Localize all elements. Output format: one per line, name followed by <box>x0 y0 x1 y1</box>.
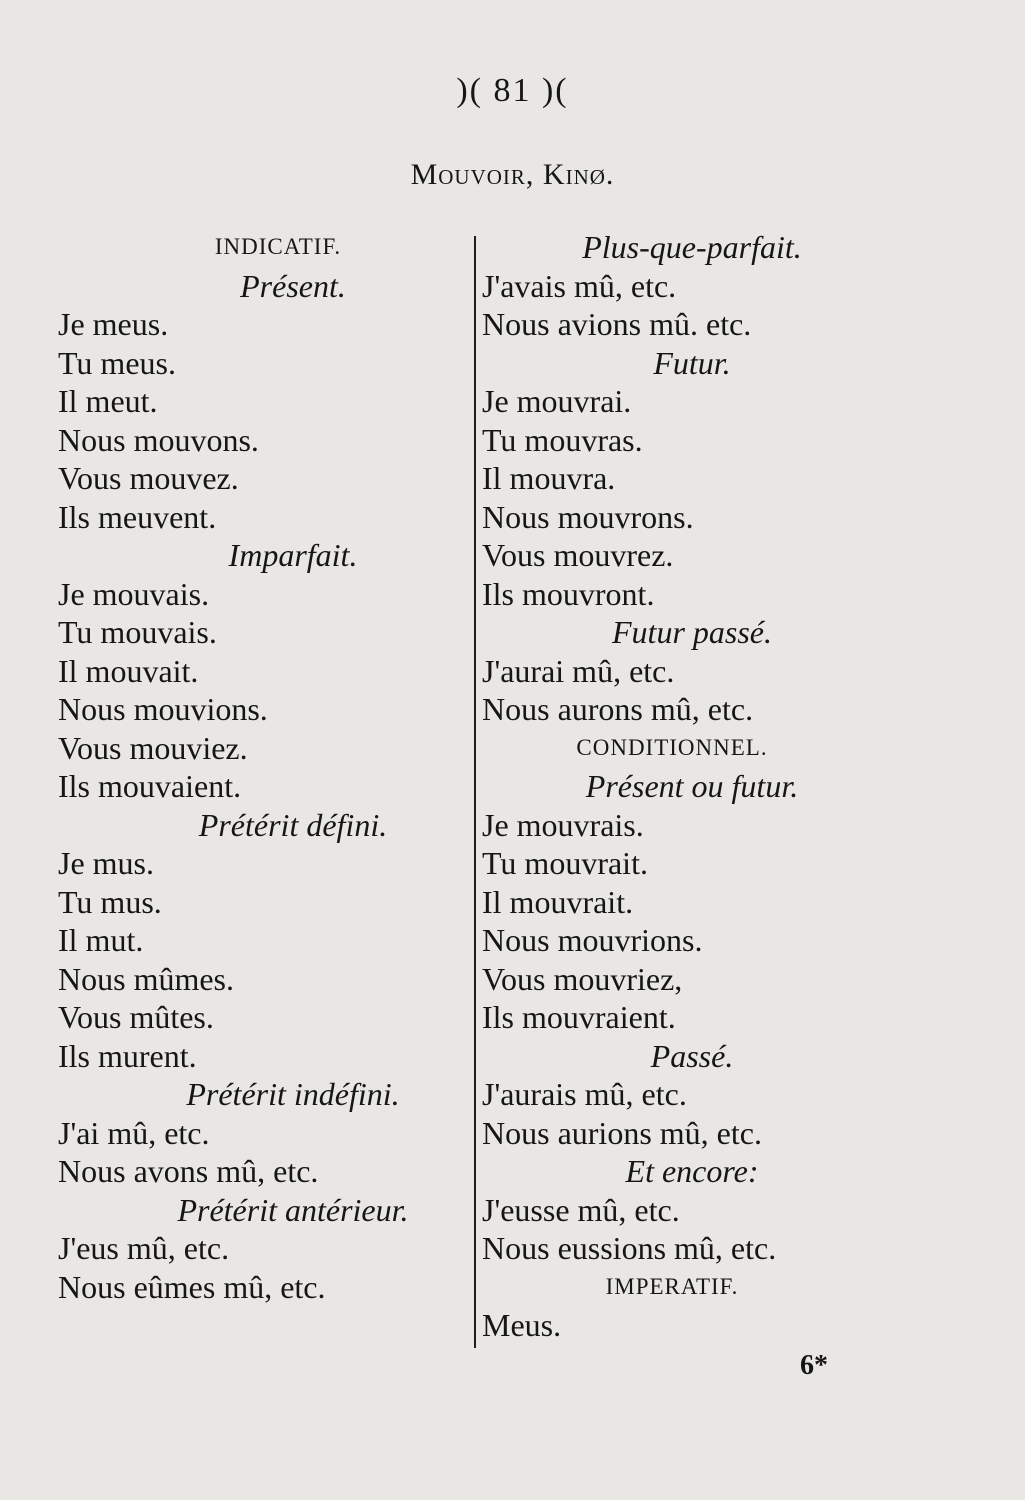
conjugation-line: Ils murent. <box>58 1037 197 1074</box>
tense-heading: Présent ou futur. <box>585 768 799 804</box>
conjugation-line: Il mut. <box>58 922 144 958</box>
conjugation-line: J'eus mû, etc. <box>58 1230 230 1266</box>
conjugation-line: Il mouvrait. <box>482 883 634 920</box>
tense-heading: Prétérit indéfini. <box>186 1076 400 1112</box>
conjugation-line: Vous mouviez. <box>58 729 248 766</box>
conjugation-line: Je mouvais. <box>58 575 210 612</box>
conjugation-line: Il mouvait. <box>58 652 199 689</box>
conjugation-line: Meus. <box>482 1307 562 1343</box>
conjugation-line: Nous mouvrons. <box>482 498 694 535</box>
page-title: Mouvoir, Kinø. <box>410 158 615 191</box>
conjugation-line: Ils mouvraient. <box>482 999 676 1035</box>
tense-heading: Passé. <box>650 1037 734 1074</box>
tense-heading: Prétérit antérieur. <box>177 1191 409 1228</box>
conjugation-line: Nous eussions mû, etc. <box>482 1230 777 1266</box>
right-column <box>482 228 842 1345</box>
conjugation-line: Ils mouvaient. <box>58 768 242 804</box>
conjugation-line: Nous mouvions. <box>58 691 268 727</box>
conjugation-line: Nous mouvons. <box>58 421 259 458</box>
conjugation-line: Il meut. <box>58 383 158 419</box>
conjugation-line: J'eusse mû, etc. <box>482 1191 680 1228</box>
conjugation-line: Nous aurons mû, etc. <box>482 691 754 727</box>
conjugation-line: Vous mûtes. <box>58 999 214 1035</box>
conjugation-line: Tu mouvais. <box>58 614 217 650</box>
column-divider <box>474 236 476 1348</box>
mood-heading: INDICATIF. <box>214 234 342 259</box>
conjugation-line: J'aurai mû, etc. <box>482 652 675 689</box>
conjugation-line: Je mus. <box>58 845 154 881</box>
conjugation-line: Ils mouvront. <box>482 575 655 612</box>
conjugation-line: J'aurais mû, etc. <box>482 1076 687 1112</box>
conjugation-line: Tu meus. <box>58 344 176 381</box>
tense-heading: Plus-que-parfait. <box>582 229 802 265</box>
tense-heading: Futur. <box>653 344 731 381</box>
conjugation-line: Ils meuvent. <box>58 498 217 535</box>
conjugation-line: Tu mus. <box>58 883 162 920</box>
conjugation-line: Je meus. <box>58 306 169 342</box>
conjugation-line: Je mouvrai. <box>482 383 632 419</box>
tense-heading: Imparfait. <box>228 537 358 573</box>
tense-heading: Présent. <box>240 267 346 304</box>
conjugation-line: Tu mouvras. <box>482 421 643 458</box>
mood-heading: IMPERATIF. <box>605 1273 739 1299</box>
conjugation-line: J'avais mû, etc. <box>482 267 677 304</box>
conjugation-line: Il mouvra. <box>482 460 616 496</box>
conjugation-line: Je mouvrais. <box>482 806 644 843</box>
conjugation-line: Nous aurions mû, etc. <box>482 1114 762 1151</box>
conjugation-line: Tu mouvrait. <box>482 845 648 881</box>
page-number: )( 81 )( <box>456 72 569 109</box>
conjugation-line: Nous mûmes. <box>58 960 234 997</box>
signature-mark: 6* <box>800 1350 828 1381</box>
tense-heading: Prétérit défini. <box>198 806 388 843</box>
conjugation-line: Nous avions mû. etc. <box>482 306 752 342</box>
tense-heading: Et encore: <box>625 1153 759 1189</box>
tense-heading: Futur passé. <box>612 614 772 650</box>
conjugation-line: J'ai mû, etc. <box>58 1114 210 1151</box>
conjugation-line: Nous avons mû, etc. <box>58 1153 319 1189</box>
conjugation-line: Nous eûmes mû, etc. <box>58 1268 326 1305</box>
mood-heading: CONDITIONNEL. <box>576 734 768 760</box>
conjugation-line: Vous mouvriez, <box>482 960 683 997</box>
conjugation-line: Vous mouvez. <box>58 460 239 496</box>
conjugation-line: Nous mouvrions. <box>482 922 703 958</box>
conjugation-line: Vous mouvrez. <box>482 537 674 573</box>
left-column <box>58 228 468 1306</box>
